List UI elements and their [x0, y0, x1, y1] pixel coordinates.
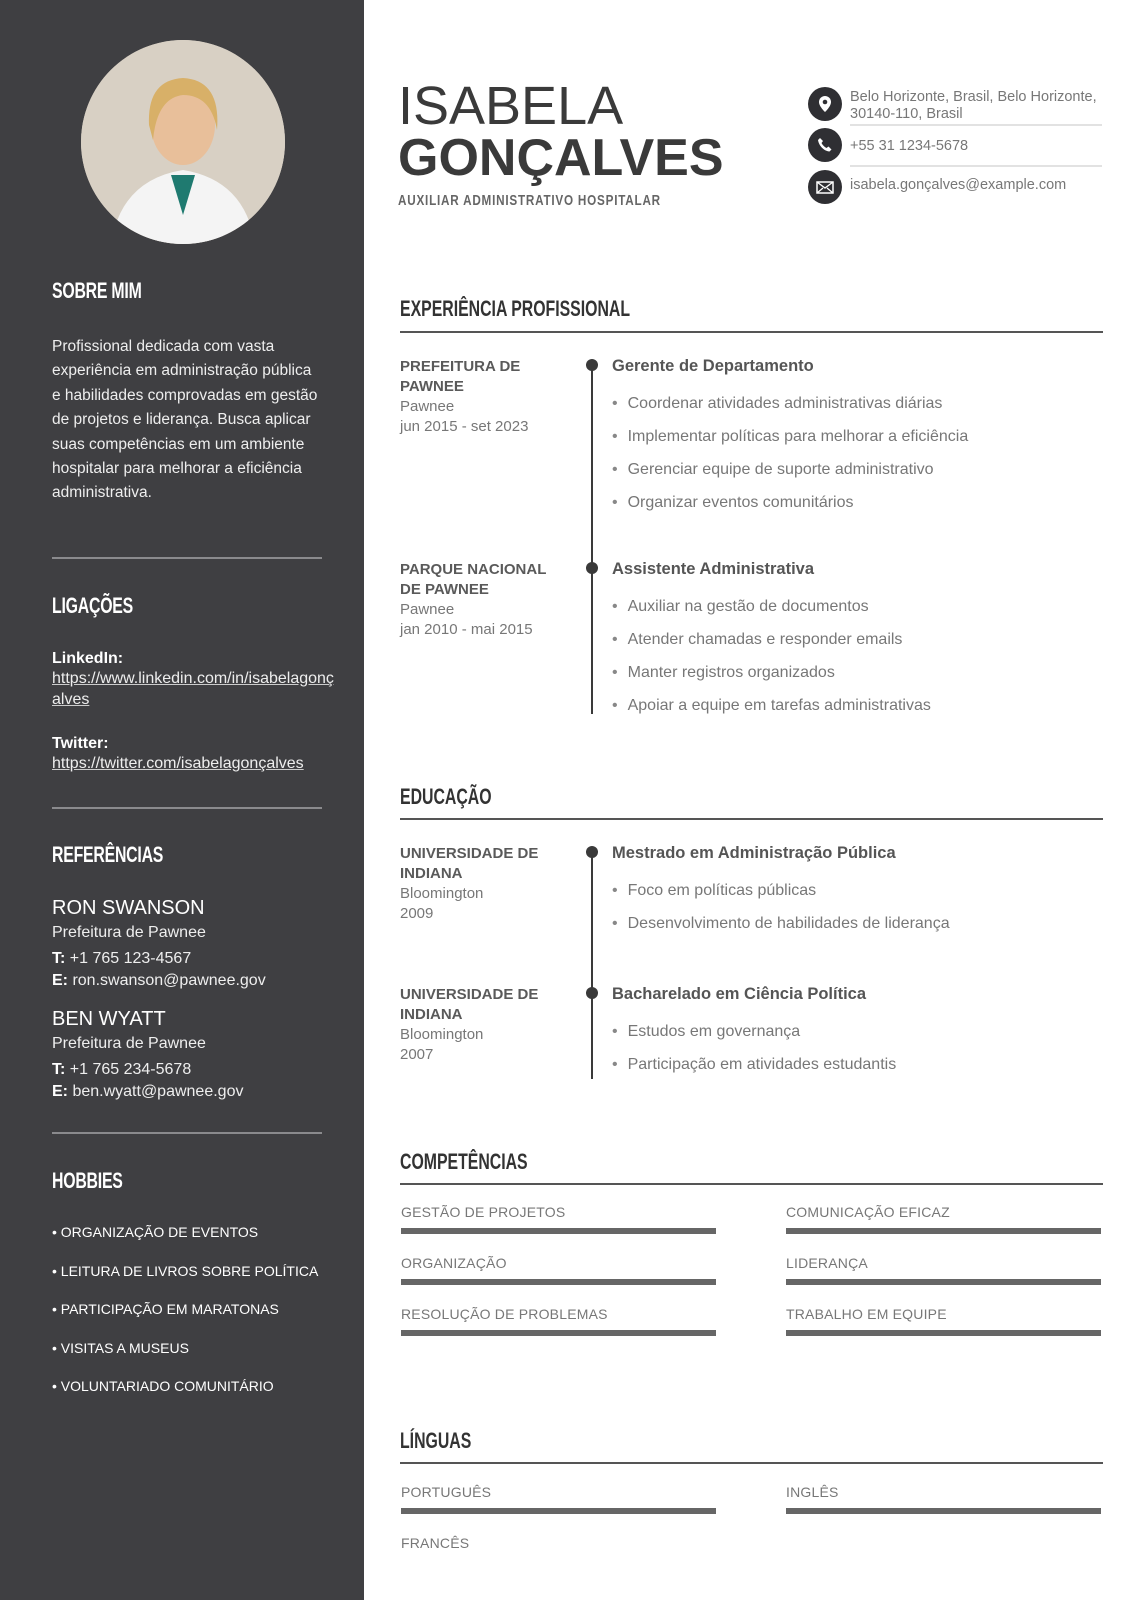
reference-phone: [52, 950, 191, 968]
skill-level-bar: [401, 1279, 716, 1285]
org-name: PREFEITURA DE PAWNEE: [400, 358, 521, 395]
divider: [850, 124, 1102, 126]
org-dates: jan 2010 - mai 2015: [400, 621, 533, 638]
divider: [52, 807, 322, 809]
bullet-item: • Auxiliar na gestão de documentos: [612, 598, 869, 616]
twitter-link[interactable]: https://twitter.com/isabelagonçalves: [52, 755, 304, 772]
phone-value: +1 765 234-5678: [69, 1061, 192, 1078]
reference-name: RON SWANSON: [52, 897, 205, 919]
hobby-item: • VOLUNTARIADO COMUNITÁRIO: [52, 1378, 274, 1394]
skill-name: TRABALHO EM EQUIPE: [786, 1306, 947, 1322]
skill-level-bar: [401, 1330, 716, 1336]
about-text: Profissional dedicada com vasta experiência em administração pública e habilidades comprovadas em gestão de projetos e liderança. Busca aplicar suas competências em um ambiente hospitalar para melhorar a eficiência administrativa.: [52, 338, 318, 502]
timeline-line: [591, 850, 593, 1079]
hobby-item: • VISITAS A MUSEUS: [52, 1340, 189, 1356]
skill-level-bar: [786, 1228, 1101, 1234]
org-name: UNIVERSIDADE DE INDIANA: [400, 845, 539, 882]
education-degree: Mestrado em Administração Pública: [612, 844, 896, 862]
language-name: PORTUGUÊS: [401, 1484, 492, 1500]
email-label: E:: [52, 972, 68, 989]
education-org: [400, 985, 565, 1065]
phone-value: +1 765 123-4567: [69, 950, 192, 967]
timeline-dot: [586, 846, 598, 858]
education-org: [400, 844, 565, 924]
email[interactable]: isabela.gonçalves@example.com: [850, 177, 1067, 193]
reference-phone: [52, 1061, 191, 1079]
address: [850, 89, 1097, 123]
phone-icon: [808, 128, 842, 162]
hobby-item: • PARTICIPAÇÃO EM MARATONAS: [52, 1301, 279, 1317]
references-heading: REFERÊNCIAS: [52, 842, 164, 867]
skill-name: LIDERANÇA: [786, 1255, 868, 1271]
divider: [52, 557, 322, 559]
org-place: Bloomington: [400, 885, 484, 902]
languages-heading: LÍNGUAS: [400, 1428, 472, 1453]
org-dates: 2007: [400, 1046, 434, 1063]
phone-label: T:: [52, 1061, 66, 1078]
language-name: FRANCÊS: [401, 1535, 470, 1551]
skill-level-bar: [786, 1330, 1101, 1336]
org-name: PARQUE NACIONAL DE PAWNEE: [400, 561, 547, 598]
job-title: AUXILIAR ADMINISTRATIVO HOSPITALAR: [398, 192, 661, 209]
twitter-link-block: [52, 735, 352, 774]
last-name: GONÇALVES: [398, 129, 724, 187]
linkedin-label: LinkedIn:: [52, 650, 124, 667]
hobby-item: • LEITURA DE LIVROS SOBRE POLÍTICA: [52, 1263, 319, 1279]
address-line2: 30140-110, Brasil: [850, 106, 963, 122]
bullet-item: • Estudos em governança: [612, 1023, 800, 1041]
education-heading: EDUCAÇÃO: [400, 784, 492, 809]
links-heading: LIGAÇÕES: [52, 593, 133, 618]
experience-role: Gerente de Departamento: [612, 357, 814, 375]
phone: +55 31 1234-5678: [850, 138, 969, 154]
hobbies-heading: HOBBIES: [52, 1168, 123, 1193]
skill-level-bar: [786, 1279, 1101, 1285]
bullet-item: • Coordenar atividades administrativas diárias: [612, 395, 942, 413]
experience-role: Assistente Administrativa: [612, 560, 815, 578]
bullet-item: • Manter registros organizados: [612, 664, 835, 682]
reference-name: BEN WYATT: [52, 1008, 166, 1030]
bullet-item: • Foco em políticas públicas: [612, 882, 816, 900]
linkedin-link-block: [52, 650, 337, 710]
bullet-item: • Gerenciar equipe de suporte administrativo: [612, 461, 934, 479]
experience-org: [400, 560, 565, 640]
bullet-item: • Desenvolvimento de habilidades de liderança: [612, 915, 950, 933]
language-level-bar: [401, 1508, 716, 1514]
education-degree: Bacharelado em Ciência Política: [612, 985, 867, 1003]
org-dates: 2009: [400, 905, 434, 922]
bullet-item: • Atender chamadas e responder emails: [612, 631, 902, 649]
reference-email: [52, 972, 266, 990]
twitter-label: Twitter:: [52, 735, 109, 752]
bullet-item: • Implementar políticas para melhorar a eficiência: [612, 428, 968, 446]
reference-org: Prefeitura de Pawnee: [52, 924, 206, 941]
org-dates: jun 2015 - set 2023: [400, 418, 529, 435]
skill-name: ORGANIZAÇÃO: [401, 1255, 507, 1271]
skill-name: COMUNICAÇÃO EFICAZ: [786, 1204, 950, 1220]
skill-level-bar: [401, 1228, 716, 1234]
address-line1: Belo Horizonte, Brasil, Belo Horizonte,: [850, 89, 1097, 105]
timeline-line: [591, 366, 593, 714]
org-place: Pawnee: [400, 601, 455, 618]
bullet-item: • Apoiar a equipe em tarefas administrativas: [612, 697, 931, 715]
org-place: Pawnee: [400, 398, 455, 415]
about-heading: SOBRE MIM: [52, 278, 142, 303]
section-rule: [400, 1183, 1103, 1185]
reference-email: [52, 1083, 243, 1101]
language-level-bar: [786, 1508, 1101, 1514]
timeline-dot: [586, 359, 598, 371]
location-icon: [808, 87, 842, 121]
skills-heading: COMPETÊNCIAS: [400, 1149, 528, 1174]
section-rule: [400, 331, 1103, 333]
divider: [850, 165, 1102, 167]
hobby-item: • ORGANIZAÇÃO DE EVENTOS: [52, 1224, 259, 1240]
phone-label: T:: [52, 950, 66, 967]
bullet-item: • Participação em atividades estudantis: [612, 1056, 896, 1074]
org-place: Bloomington: [400, 1026, 484, 1043]
reference-org: Prefeitura de Pawnee: [52, 1035, 206, 1052]
skill-name: RESOLUÇÃO DE PROBLEMAS: [401, 1306, 608, 1322]
email-value: ron.swanson@pawnee.gov: [72, 972, 266, 989]
first-name: ISABELA: [398, 76, 624, 136]
linkedin-link[interactable]: https://www.linkedin.com/in/isabelagonçalves: [52, 670, 334, 708]
email-icon: [808, 170, 842, 204]
skill-name: GESTÃO DE PROJETOS: [401, 1204, 566, 1220]
bullet-item: • Organizar eventos comunitários: [612, 494, 854, 512]
divider: [52, 1132, 322, 1134]
section-rule: [400, 1462, 1103, 1464]
timeline-dot: [586, 987, 598, 999]
org-name: UNIVERSIDADE DE INDIANA: [400, 986, 539, 1023]
timeline-dot: [586, 562, 598, 574]
email-label: E:: [52, 1083, 68, 1100]
section-rule: [400, 818, 1103, 820]
experience-heading: EXPERIÊNCIA PROFISSIONAL: [400, 296, 631, 321]
profile-photo: [81, 40, 285, 244]
language-name: INGLÊS: [786, 1484, 839, 1500]
email-value: ben.wyatt@pawnee.gov: [72, 1083, 244, 1100]
experience-org: [400, 357, 565, 437]
sidebar: [0, 0, 364, 1600]
